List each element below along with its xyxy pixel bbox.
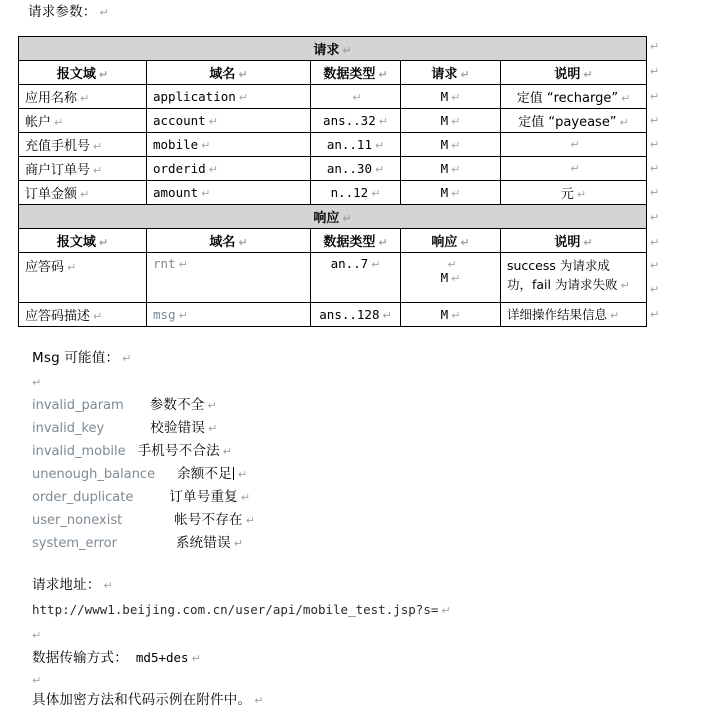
msg-code: system_error [32, 536, 117, 551]
cell-data-type: an..11 ↵ [311, 133, 401, 157]
pilcrow-mark: ↵ [32, 674, 42, 687]
list-item: invalid_mobile 手机号不合法 ↵ [32, 443, 232, 459]
transfer-method-value: md5+des [135, 650, 189, 665]
table-row [19, 303, 647, 327]
msg-meaning: 手机号不合法 [137, 443, 220, 459]
table-row [19, 109, 647, 133]
pilcrow-mark: ↵ [650, 211, 660, 224]
cell-description: 详细操作结果信息 ↵ [501, 303, 647, 327]
transfer-method-label: 数据传输方式： [32, 650, 128, 666]
header-message-field: 报文域 ↵ [19, 61, 147, 85]
cell-message-field: 充值手机号 ↵ [19, 133, 147, 157]
cell-data-type: ans..128 ↵ [311, 303, 401, 327]
list-item: user_nonexist 帐号不存在 ↵ [32, 512, 255, 528]
response-column-header-row [19, 229, 647, 253]
request-section-title: 请求 ↵ [19, 37, 647, 61]
pilcrow-mark: ↵ [650, 236, 660, 249]
cell-field-name: msg ↵ [147, 303, 311, 327]
table-row [19, 157, 647, 181]
request-params-label [28, 6, 109, 20]
pilcrow-mark: ↵ [32, 376, 42, 389]
cell-required: M ↵ [401, 133, 501, 157]
cell-required: M ↵ [401, 157, 501, 181]
table-row [19, 253, 647, 303]
cell-data-type: ans..32 ↵ [311, 109, 401, 133]
encryption-note: 具体加密方法和代码示例在附件中。 ↵ [32, 692, 264, 708]
text-cursor [233, 467, 234, 480]
list-item: invalid_key 校验错误 ↵ [32, 420, 218, 436]
msg-code: order_duplicate [32, 490, 134, 505]
pilcrow-mark: ↵ [650, 40, 660, 53]
pilcrow-mark: ↵ [99, 6, 109, 19]
list-item: order_duplicate 订单号重复 ↵ [32, 489, 251, 505]
cell-required: ↵ M ↵ [401, 253, 501, 303]
header-data-type: 数据类型 ↵ [311, 229, 401, 253]
pilcrow-mark: ↵ [32, 629, 42, 642]
msg-code: invalid_param [32, 398, 124, 413]
msg-code: invalid_mobile [32, 444, 126, 459]
msg-meaning: 订单号重复 [169, 489, 238, 505]
cell-data-type: n..12 ↵ [311, 181, 401, 205]
cell-data-type: an..7 ↵ [311, 253, 401, 303]
msg-values-heading: Msg 可能值： ↵ [32, 350, 132, 366]
cell-description: 元 ↵ [501, 181, 647, 205]
cell-message-field: 订单金额 ↵ [19, 181, 147, 205]
cell-field-name: rnt ↵ [147, 253, 311, 303]
cell-field-name: account ↵ [147, 109, 311, 133]
table-row [19, 85, 647, 109]
list-item: unenough_balance 余额不足 ↵ [32, 466, 248, 482]
msg-code: unenough_balance [32, 467, 156, 482]
list-item: invalid_param 参数不全 ↵ [32, 397, 217, 413]
request-url-label: 请求地址： ↵ [32, 577, 113, 593]
response-section-title: 响应 ↵ [19, 205, 647, 229]
table-row [19, 133, 647, 157]
header-description: 说明 ↵ [501, 61, 647, 85]
msg-meaning: 余额不足 [177, 466, 232, 482]
request-params-text: 请求参数： [28, 4, 97, 20]
msg-code: invalid_key [32, 421, 105, 436]
cell-data-type: ↵ [311, 85, 401, 109]
msg-meaning: 帐号不存在 [174, 512, 243, 528]
pilcrow-mark: ↵ [650, 308, 660, 321]
cell-required: M ↵ [401, 303, 501, 327]
cell-message-field: 商户订单号 ↵ [19, 157, 147, 181]
pilcrow-mark: ↵ [650, 90, 660, 103]
cell-message-field: 帐户 ↵ [19, 109, 147, 133]
request-column-header-row [19, 61, 647, 85]
msg-meaning: 校验错误 [150, 420, 206, 436]
cell-message-field: 应答码描述 ↵ [19, 303, 147, 327]
header-data-type: 数据类型 ↵ [311, 61, 401, 85]
cell-field-name: application ↵ [147, 85, 311, 109]
cell-required: M ↵ [401, 109, 501, 133]
header-description: 说明 ↵ [501, 229, 647, 253]
cell-message-field: 应用名称 ↵ [19, 85, 147, 109]
cell-required: M ↵ [401, 181, 501, 205]
transfer-method-line: 数据传输方式： md5+des ↵ [32, 650, 201, 666]
request-url: http://www1.beijing.com.cn/user/api/mobile_test.jsp?s= ↵ [32, 602, 451, 617]
cell-data-type: an..30 ↵ [311, 157, 401, 181]
response-section-header-row [19, 205, 647, 229]
pilcrow-mark: ↵ [650, 114, 660, 127]
cell-field-name: amount ↵ [147, 181, 311, 205]
pilcrow-mark: ↵ [342, 44, 352, 57]
cell-description [501, 253, 647, 303]
header-message-field: 报文域 ↵ [19, 229, 147, 253]
cell-description: ↵ [501, 133, 647, 157]
header-field-name: 域名 ↵ [147, 61, 311, 85]
msg-meaning: 系统错误 [175, 535, 231, 551]
pilcrow-mark: ↵ [650, 138, 660, 151]
pilcrow-mark: ↵ [650, 162, 660, 175]
list-item: system_error 系统错误 ↵ [32, 535, 244, 551]
cell-field-name: mobile ↵ [147, 133, 311, 157]
pilcrow-mark: ↵ [650, 65, 660, 78]
header-request: 请求 ↵ [401, 61, 501, 85]
pilcrow-mark: ↵ [650, 259, 660, 272]
cell-message-field: 应答码 ↵ [19, 253, 147, 303]
msg-code: user_nonexist [32, 513, 123, 528]
cell-description: 定值 “payease” ↵ [501, 109, 647, 133]
description-line-1: success 为请求成 [507, 258, 610, 273]
cell-description: ↵ [501, 157, 647, 181]
table-row [19, 181, 647, 205]
description-line-2: 功，fail 为请求失败 ↵ [507, 277, 630, 293]
header-field-name: 域名 ↵ [147, 229, 311, 253]
pilcrow-mark: ↵ [650, 186, 660, 199]
cell-field-name: orderid ↵ [147, 157, 311, 181]
api-spec-table [18, 36, 647, 327]
header-response: 响应 ↵ [401, 229, 501, 253]
pilcrow-mark: ↵ [650, 283, 660, 296]
msg-meaning: 参数不全 [149, 397, 205, 413]
cell-description: 定值 “recharge” ↵ [501, 85, 647, 109]
request-section-header-row [19, 37, 647, 61]
cell-required: M ↵ [401, 85, 501, 109]
